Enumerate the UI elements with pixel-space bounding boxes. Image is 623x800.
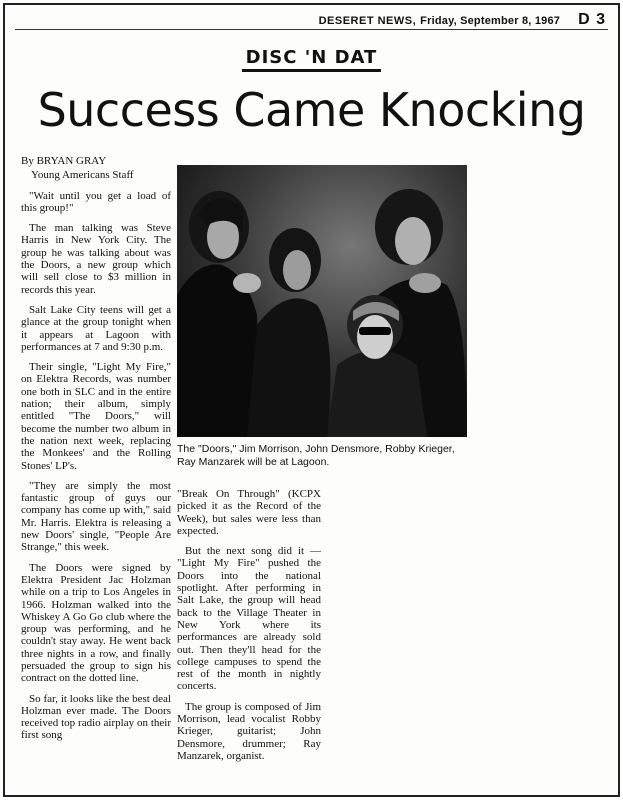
article-paragraph: The man talking was Steve Harris in New York City. The group he was talking about was the Doors, a new group which will sell close to $3 million in records this year.	[21, 222, 171, 296]
article-column-1	[21, 155, 171, 750]
band-photo-illustration	[177, 165, 467, 437]
masthead	[319, 11, 606, 29]
page-number: D 3	[578, 11, 606, 28]
article-column-2	[177, 488, 321, 770]
staff-credit: Young Americans Staff	[31, 169, 134, 182]
column-kicker: DISC 'N DAT	[5, 47, 618, 68]
article-paragraph: So far, it looks like the best deal Holzman ever made. The Doors received top radio airplay on their first song	[21, 692, 171, 742]
article-paragraph: "Break On Through" (KCPX picked it as the Record of the Week), but sales were less than expected.	[177, 488, 321, 537]
article-paragraph: "Wait until you get a load of this group!"	[21, 189, 171, 214]
band-photo	[177, 165, 467, 437]
article-paragraph: The group is composed of Jim Morrison, lead vocalist Robby Krieger, guitarist; John Densmore, drummer; Ray Manzarek, organist.	[177, 700, 321, 762]
byline: By BRYAN GRAY	[21, 155, 107, 167]
article-paragraph: "They are simply the most fantastic group of guys our company has come up with," said Mr. Harris. Elektra is releasing a new Doors' single, "People Are Strange," this week.	[21, 479, 171, 554]
article-paragraph: Salt Lake City teens will get a glance at the group tonight when it appears at Lagoon with performances at 7 and 9:30 p.m.	[21, 303, 171, 353]
masthead-rule	[15, 29, 608, 30]
headline: Success Came Knocking	[37, 83, 586, 137]
photo-caption: The "Doors," Jim Morrison, John Densmore, Robby Krieger, Ray Manzarek will be at Lagoon.	[177, 443, 455, 468]
article-paragraph: But the next song did it — "Light My Fire" pushed the Doors into the national spotlight. After performing in Salt Lake, the group will head back to the Village Theater in New York where its performances are already sold out. Then they'll head for the college campuses to spend the rest of the month in nightly concerts.	[177, 545, 321, 693]
article-paragraph: Their single, "Light My Fire," on Elektra Records, was number one both in SLC and in the entire nation; their album, simply entitled "The Doors," will become the number two album in the nation next week, replacing the Monkees' and the Rolling Stones' LP's.	[21, 361, 171, 472]
newspaper-page	[3, 3, 620, 797]
article-paragraph: The Doors were signed by Elektra President Jac Holzman while on a trip to Los Angeles in 1966. Holzman walked into the Whiskey A Go Go club where the group was performing, and he couldn't stay away. He went back three nights in a row, and finally persuaded the group to sign his contract on the dotted line.	[21, 561, 171, 685]
issue-date: Friday, September 8, 1967	[420, 15, 561, 27]
newspaper-name: DESERET NEWS,	[318, 15, 417, 27]
